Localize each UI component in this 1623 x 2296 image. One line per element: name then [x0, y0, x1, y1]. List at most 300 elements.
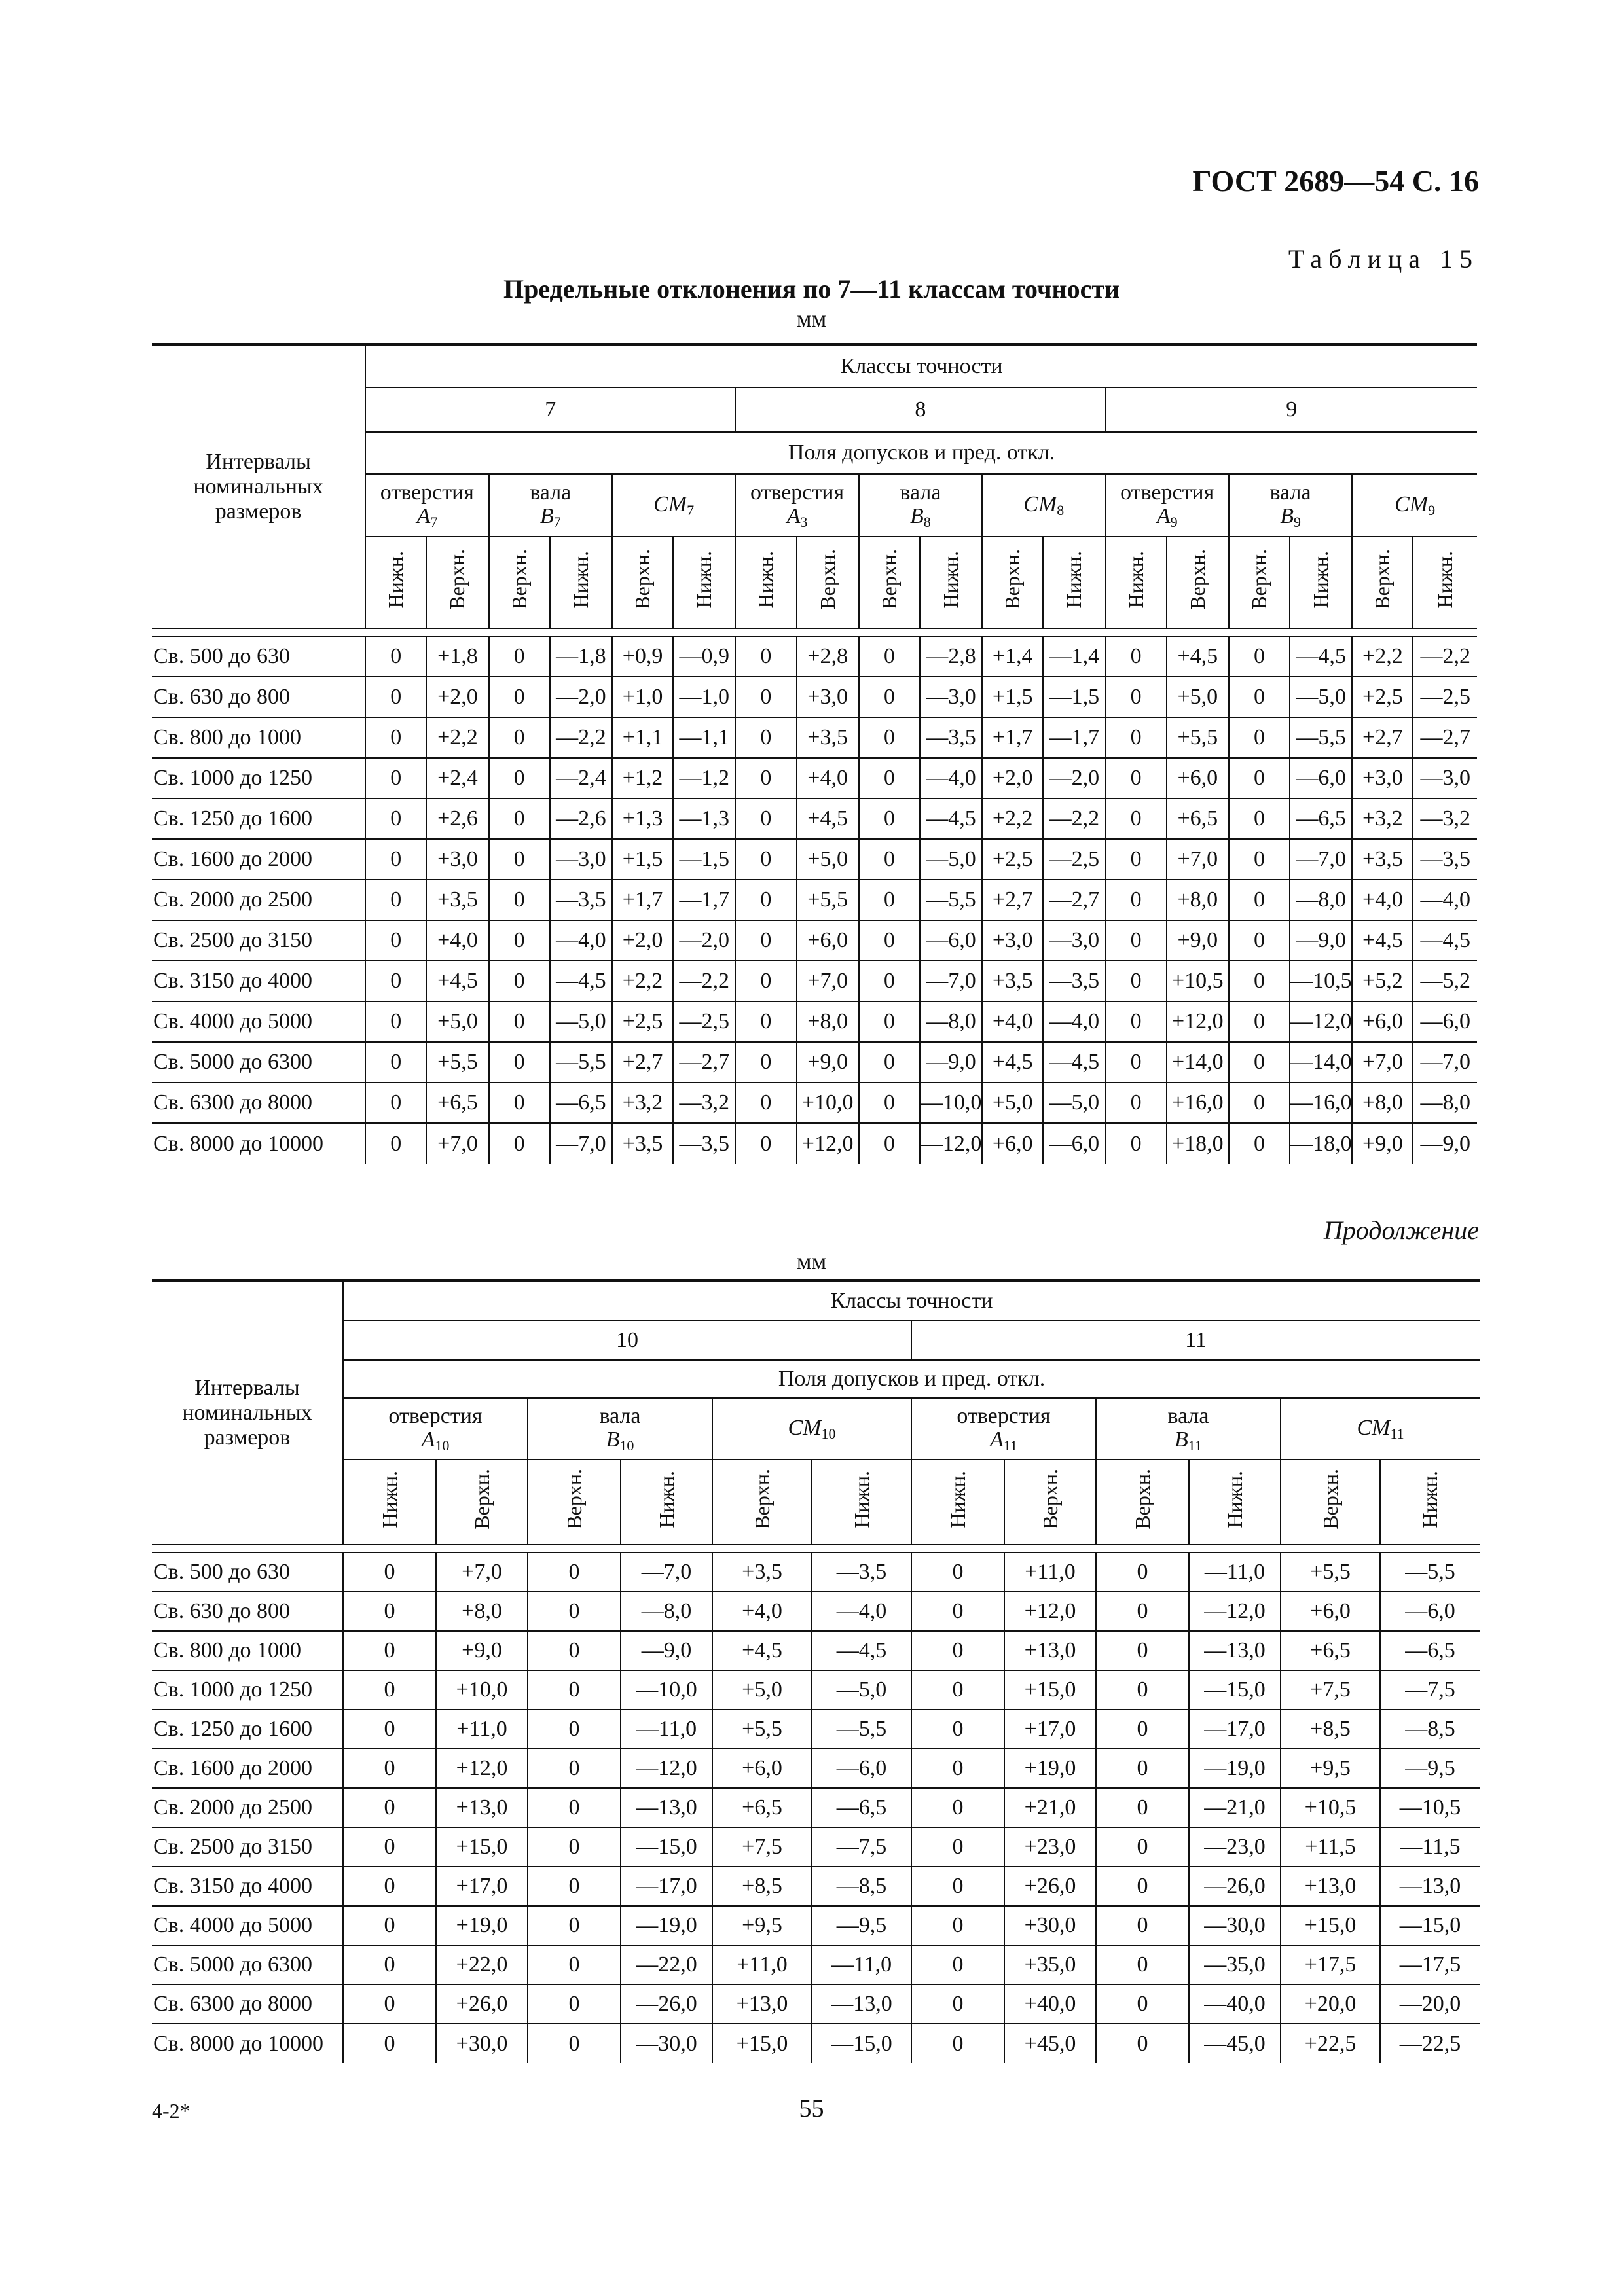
deviation-value: —6,5 — [1380, 1631, 1480, 1670]
deviation-value: 0 — [1096, 1670, 1189, 1710]
tolerance-table-classes-10-11 — [152, 1279, 1480, 2063]
field-label — [912, 1405, 1095, 1453]
deviation-value: 0 — [1229, 961, 1290, 1001]
deviation-value: +15,0 — [1004, 1670, 1096, 1710]
field-word: вала — [1167, 1404, 1209, 1429]
field-symbol — [736, 505, 858, 529]
deviation-header — [812, 1460, 911, 1545]
deviation-value: 0 — [1229, 920, 1290, 961]
deviation-value: —2,2 — [1043, 798, 1105, 839]
table-row — [152, 1749, 1480, 1788]
size-interval: Св. 3150 до 4000 — [152, 1867, 343, 1906]
field-label — [713, 1416, 911, 1441]
deviation-header — [673, 537, 735, 628]
deviation-value: —17,0 — [1189, 1710, 1281, 1749]
tolerance-field-header — [712, 1398, 911, 1460]
deviation-value: +3,5 — [797, 717, 859, 758]
field-label — [366, 481, 488, 529]
deviation-value: +2,0 — [982, 758, 1043, 798]
deviation-header — [1167, 537, 1229, 628]
deviation-value: —3,0 — [550, 839, 612, 880]
deviation-value: —4,0 — [1043, 1001, 1105, 1042]
deviation-value: +6,5 — [1281, 1631, 1380, 1670]
size-interval: Св. 1000 до 1250 — [152, 1670, 343, 1710]
tolerance-field-header — [859, 474, 982, 537]
deviation-value: —11,5 — [1380, 1827, 1480, 1867]
deviation-value: +6,0 — [982, 1123, 1043, 1164]
deviation-value: 0 — [528, 1827, 621, 1867]
deviation-value: +17,5 — [1281, 1945, 1380, 1984]
deviation-value: 0 — [343, 1749, 436, 1788]
deviation-label: Верхн. — [750, 1469, 774, 1530]
deviation-header — [550, 537, 612, 628]
deviation-header — [911, 1460, 1004, 1545]
deviation-value: —5,5 — [812, 1710, 911, 1749]
field-symbol — [366, 505, 488, 529]
field-word: вала — [599, 1404, 641, 1429]
deviation-value: 0 — [365, 798, 426, 839]
deviation-value: 0 — [528, 1867, 621, 1906]
deviation-value: +14,0 — [1167, 1042, 1229, 1083]
deviation-value: 0 — [911, 2024, 1004, 2063]
deviation-value: —17,0 — [621, 1867, 712, 1906]
deviation-value: —5,0 — [1290, 677, 1352, 717]
field-label — [528, 1405, 712, 1453]
deviation-value: +8,5 — [712, 1867, 812, 1906]
deviation-value: —2,0 — [673, 920, 735, 961]
deviation-value: +4,5 — [712, 1631, 812, 1670]
deviation-value: 0 — [1106, 636, 1167, 677]
size-interval: Св. 3150 до 4000 — [152, 961, 365, 1001]
tolerance-field-header — [528, 1398, 712, 1460]
field-letter: СМ — [788, 1415, 822, 1440]
deviation-value: 0 — [528, 1552, 621, 1592]
deviation-value: +4,0 — [426, 920, 488, 961]
deviation-value: +3,2 — [1352, 798, 1413, 839]
continuation-label: Продолжение — [1323, 1215, 1479, 1245]
deviation-label: Нижн. — [945, 1470, 970, 1528]
deviation-value: +23,0 — [1004, 1827, 1096, 1867]
table-row — [152, 1123, 1477, 1164]
deviation-value: +9,5 — [1281, 1749, 1380, 1788]
field-word: отверстия — [380, 480, 474, 505]
deviation-value: 0 — [911, 1552, 1004, 1592]
deviation-value: 0 — [489, 1042, 550, 1083]
deviation-value: —2,6 — [550, 798, 612, 839]
deviation-value: +10,5 — [1167, 961, 1229, 1001]
deviation-value: —7,0 — [550, 1123, 612, 1164]
deviation-value: 0 — [735, 677, 796, 717]
field-symbol — [912, 1428, 1095, 1453]
field-symbol — [528, 1428, 712, 1453]
table-label: Таблица 15 — [1288, 244, 1479, 274]
deviation-label: Верхн. — [1000, 549, 1025, 610]
deviation-value: 0 — [528, 1592, 621, 1631]
deviation-value: 0 — [735, 758, 796, 798]
deviation-value: +26,0 — [1004, 1867, 1096, 1906]
deviation-value: +1,2 — [612, 758, 673, 798]
deviation-value: —1,5 — [673, 839, 735, 880]
deviation-value: —3,2 — [1413, 798, 1477, 839]
deviation-value: 0 — [343, 1984, 436, 2024]
deviation-value: 0 — [735, 717, 796, 758]
deviation-value: —15,0 — [812, 2024, 911, 2063]
deviation-value: —8,0 — [1290, 880, 1352, 920]
deviation-value: —1,0 — [673, 677, 735, 717]
deviation-header — [735, 537, 796, 628]
deviation-value: 0 — [1106, 920, 1167, 961]
deviation-value: —15,0 — [1189, 1670, 1281, 1710]
field-symbol — [344, 1428, 527, 1453]
field-letter: СМ — [1395, 492, 1429, 516]
deviation-value: —3,5 — [550, 880, 612, 920]
deviation-value: —3,5 — [920, 717, 982, 758]
deviation-value: 0 — [859, 677, 920, 717]
deviation-value: —5,5 — [1380, 1552, 1480, 1592]
deviation-header — [1413, 537, 1477, 628]
deviation-value: 0 — [365, 920, 426, 961]
field-label — [1353, 493, 1477, 518]
deviation-value: —26,0 — [621, 1984, 712, 2024]
table-row — [152, 1001, 1477, 1042]
deviation-value: +13,0 — [436, 1788, 528, 1827]
deviation-value: +2,6 — [426, 798, 488, 839]
deviation-value: —15,0 — [1380, 1906, 1480, 1945]
deviation-value: —2,2 — [673, 961, 735, 1001]
deviation-value: 0 — [859, 798, 920, 839]
deviation-value: —4,5 — [1290, 636, 1352, 677]
deviation-value: +7,0 — [436, 1552, 528, 1592]
deviation-value: —10,5 — [1380, 1788, 1480, 1827]
field-label — [1230, 481, 1351, 529]
deviation-value: 0 — [343, 1788, 436, 1827]
deviation-value: +4,0 — [1352, 880, 1413, 920]
classes-header: Классы точности — [343, 1280, 1480, 1321]
field-word: отверстия — [957, 1404, 1051, 1429]
class-number: 10 — [343, 1321, 911, 1360]
deviation-value: +11,0 — [712, 1945, 812, 1984]
table-row — [152, 961, 1477, 1001]
deviation-value: —3,2 — [673, 1083, 735, 1123]
fields-header: Поля допусков и пред. откл. — [343, 1360, 1480, 1398]
deviation-value: —20,0 — [1380, 1984, 1480, 2024]
field-word: отверстия — [750, 480, 845, 505]
deviation-value: +3,5 — [612, 1123, 673, 1164]
field-symbol — [613, 493, 735, 518]
deviation-label: Нижн. — [654, 1470, 678, 1528]
field-label — [490, 481, 611, 529]
deviation-value: —2,5 — [673, 1001, 735, 1042]
deviation-value: —6,0 — [1380, 1592, 1480, 1631]
deviation-value: —2,5 — [1043, 839, 1105, 880]
field-subscript: 7 — [430, 513, 438, 530]
deviation-value: 0 — [911, 1984, 1004, 2024]
size-interval: Св. 2500 до 3150 — [152, 920, 365, 961]
deviation-value: +19,0 — [1004, 1749, 1096, 1788]
deviation-value: 0 — [1106, 1123, 1167, 1164]
tolerance-field-header — [735, 474, 858, 537]
size-interval: Св. 1250 до 1600 — [152, 798, 365, 839]
deviation-value: +10,0 — [797, 1083, 859, 1123]
deviation-value: —2,4 — [550, 758, 612, 798]
deviation-value: —0,9 — [673, 636, 735, 677]
deviation-value: +6,0 — [1352, 1001, 1413, 1042]
deviation-value: +9,0 — [1167, 920, 1229, 961]
size-interval: Св. 8000 до 10000 — [153, 2031, 324, 2056]
tolerance-table-classes-7-9 — [152, 343, 1477, 1164]
deviation-value: —7,0 — [920, 961, 982, 1001]
deviation-value: —2,5 — [1413, 677, 1477, 717]
deviation-value: 0 — [1229, 880, 1290, 920]
deviation-value: —2,7 — [673, 1042, 735, 1083]
deviation-value: 0 — [1229, 1083, 1290, 1123]
deviation-value: 0 — [1229, 677, 1290, 717]
deviation-value: 0 — [1106, 839, 1167, 880]
deviation-label: Верхн. — [877, 549, 901, 610]
deviation-label: Нижн. — [1062, 550, 1086, 609]
deviation-value: +2,2 — [612, 961, 673, 1001]
deviation-value: +6,5 — [426, 1083, 488, 1123]
deviation-value: +2,2 — [982, 798, 1043, 839]
deviation-value: +17,0 — [1004, 1710, 1096, 1749]
deviation-value: +4,5 — [1352, 920, 1413, 961]
page-number: 55 — [799, 2095, 824, 2123]
deviation-value: +11,0 — [436, 1710, 528, 1749]
deviation-value: 0 — [1096, 1827, 1189, 1867]
fields-header: Поля допусков и пред. откл. — [365, 432, 1477, 474]
deviation-value: 0 — [911, 1827, 1004, 1867]
deviation-value: —1,7 — [1043, 717, 1105, 758]
field-subscript: 11 — [1003, 1437, 1017, 1454]
deviation-value: 0 — [859, 920, 920, 961]
deviation-value: —7,5 — [812, 1827, 911, 1867]
deviation-value: —1,8 — [550, 636, 612, 677]
deviation-value: 0 — [735, 1083, 796, 1123]
deviation-value: +3,0 — [426, 839, 488, 880]
deviation-value: —8,0 — [920, 1001, 982, 1042]
field-label — [344, 1405, 527, 1453]
deviation-value: +5,0 — [426, 1001, 488, 1042]
table-row — [152, 1867, 1480, 1906]
deviation-label: Нижн. — [692, 550, 716, 609]
deviation-value: —6,0 — [1413, 1001, 1477, 1042]
deviation-header — [1290, 537, 1352, 628]
deviation-label: Нижн. — [1123, 550, 1148, 609]
deviation-value: +0,9 — [612, 636, 673, 677]
deviation-value: 0 — [343, 1710, 436, 1749]
deviation-value: +3,5 — [426, 880, 488, 920]
deviation-value: —1,5 — [1043, 677, 1105, 717]
deviation-value: —4,0 — [812, 1592, 911, 1631]
size-interval: Св. 4000 до 5000 — [152, 1001, 365, 1042]
deviation-value: 0 — [1229, 758, 1290, 798]
deviation-value: +10,0 — [436, 1670, 528, 1710]
deviation-value: +26,0 — [436, 1984, 528, 2024]
deviation-value: +3,5 — [1352, 839, 1413, 880]
deviation-value: +2,7 — [982, 880, 1043, 920]
field-label — [613, 493, 735, 518]
deviation-value: +17,0 — [436, 1867, 528, 1906]
deviation-value: 0 — [735, 636, 796, 677]
table-row — [152, 1984, 1480, 2024]
deviation-value: +1,7 — [612, 880, 673, 920]
deviation-value: —22,5 — [1380, 2024, 1480, 2063]
field-letter: СМ — [1357, 1415, 1391, 1440]
deviation-value: —4,5 — [550, 961, 612, 1001]
field-subscript: 11 — [1390, 1425, 1404, 1442]
tolerance-field-header — [343, 1398, 528, 1460]
deviation-value: —5,0 — [1043, 1083, 1105, 1123]
field-letter: B — [606, 1427, 620, 1452]
deviation-value: 0 — [365, 839, 426, 880]
deviation-value: —35,0 — [1189, 1945, 1281, 1984]
deviation-value: 0 — [911, 1670, 1004, 1710]
deviation-value: —18,0 — [1290, 1123, 1352, 1164]
deviation-value: +5,0 — [1167, 677, 1229, 717]
deviation-value: +8,0 — [1352, 1083, 1413, 1123]
deviation-value: 0 — [528, 1670, 621, 1710]
field-letter: A — [990, 1427, 1004, 1452]
deviation-value: +21,0 — [1004, 1788, 1096, 1827]
deviation-value: —1,4 — [1043, 636, 1105, 677]
field-subscript: 3 — [800, 513, 808, 530]
deviation-value: 0 — [1096, 1867, 1189, 1906]
deviation-value: 0 — [1229, 1123, 1290, 1164]
deviation-value: +2,4 — [426, 758, 488, 798]
table-row — [152, 717, 1477, 758]
table-row — [152, 1906, 1480, 1945]
deviation-value: 0 — [489, 758, 550, 798]
deviation-value: +9,5 — [712, 1906, 812, 1945]
field-symbol — [713, 1416, 911, 1441]
deviation-value: —3,5 — [1413, 839, 1477, 880]
deviation-value: +40,0 — [1004, 1984, 1096, 2024]
field-subscript: 7 — [687, 501, 695, 518]
table-row — [152, 2024, 1480, 2063]
deviation-value: 0 — [365, 1001, 426, 1042]
table-row — [152, 880, 1477, 920]
deviation-value: —9,0 — [1290, 920, 1352, 961]
deviation-value: 0 — [1096, 1906, 1189, 1945]
field-letter: B — [1280, 503, 1294, 528]
unit-label: мм — [796, 1248, 827, 1274]
table-row — [152, 677, 1477, 717]
deviation-header — [1229, 537, 1290, 628]
deviation-value: —3,0 — [1043, 920, 1105, 961]
deviation-value: 0 — [735, 798, 796, 839]
deviation-value: —13,0 — [812, 1984, 911, 2024]
deviation-value: 0 — [528, 1945, 621, 1984]
deviation-value: 0 — [489, 839, 550, 880]
deviation-header — [920, 537, 982, 628]
deviation-value: +20,0 — [1281, 1984, 1380, 2024]
size-interval: Св. 5000 до 6300 — [152, 1945, 343, 1984]
field-label — [1097, 1405, 1280, 1453]
deviation-value: 0 — [735, 1042, 796, 1083]
deviation-value: +4,5 — [982, 1042, 1043, 1083]
deviation-value: +3,5 — [982, 961, 1043, 1001]
size-interval: Св. 2500 до 3150 — [152, 1827, 343, 1867]
deviation-value: —21,0 — [1189, 1788, 1281, 1827]
deviation-value: +3,2 — [612, 1083, 673, 1123]
deviation-header — [1043, 537, 1105, 628]
deviation-header — [859, 537, 920, 628]
deviation-value: 0 — [528, 1906, 621, 1945]
size-interval: Св. 6300 до 8000 — [152, 1083, 365, 1123]
deviation-header — [1096, 1460, 1189, 1545]
field-symbol — [1281, 1416, 1480, 1441]
field-label — [1281, 1416, 1480, 1441]
deviation-header — [436, 1460, 528, 1545]
field-letter: A — [421, 1427, 435, 1452]
deviation-value: —11,0 — [812, 1945, 911, 1984]
deviation-value: +3,5 — [712, 1552, 812, 1592]
deviation-value: +6,0 — [712, 1749, 812, 1788]
deviation-value: 0 — [343, 1552, 436, 1592]
deviation-value: —9,0 — [920, 1042, 982, 1083]
deviation-value: —26,0 — [1189, 1867, 1281, 1906]
deviation-value: +2,0 — [612, 920, 673, 961]
deviation-header — [528, 1460, 621, 1545]
deviation-value: +22,0 — [436, 1945, 528, 1984]
deviation-value: +1,1 — [612, 717, 673, 758]
unit-label: мм — [796, 306, 827, 332]
deviation-value: +1,3 — [612, 798, 673, 839]
deviation-value: 0 — [735, 961, 796, 1001]
table-row — [152, 1592, 1480, 1631]
deviation-value: 0 — [1106, 961, 1167, 1001]
deviation-value: +12,0 — [1004, 1592, 1096, 1631]
deviation-label: Нижн. — [568, 550, 593, 609]
deviation-value: —19,0 — [621, 1906, 712, 1945]
deviation-value: +2,2 — [1352, 636, 1413, 677]
deviation-value: —1,2 — [673, 758, 735, 798]
field-subscript: 9 — [1293, 513, 1301, 530]
deviation-value: 0 — [1106, 1042, 1167, 1083]
deviation-label: Нижн. — [377, 1470, 401, 1528]
deviation-value: +4,0 — [982, 1001, 1043, 1042]
deviation-value: —5,0 — [550, 1001, 612, 1042]
size-interval: Св. 5000 до 6300 — [152, 1042, 365, 1083]
deviation-value: 0 — [1096, 1631, 1189, 1670]
size-interval: Св. 8000 до 10000 — [153, 1131, 324, 1156]
deviation-value: —6,0 — [1290, 758, 1352, 798]
table-row — [152, 1710, 1480, 1749]
deviation-label: Верхн. — [1130, 1469, 1154, 1530]
deviation-value: +2,7 — [612, 1042, 673, 1083]
deviation-value: +9,0 — [797, 1042, 859, 1083]
deviation-value: +6,0 — [797, 920, 859, 961]
table-row — [152, 1042, 1477, 1083]
deviation-value: 0 — [343, 1631, 436, 1670]
deviation-value: —30,0 — [1189, 1906, 1281, 1945]
deviation-value: +7,0 — [426, 1123, 488, 1164]
field-word: вала — [1269, 480, 1311, 505]
deviation-value: 0 — [1229, 1001, 1290, 1042]
deviation-value: +9,0 — [436, 1631, 528, 1670]
deviation-value: —6,0 — [920, 920, 982, 961]
deviation-label: Нижн. — [1418, 1470, 1442, 1528]
deviation-header — [712, 1460, 812, 1545]
table-row — [152, 758, 1477, 798]
deviation-value: —10,5 — [1290, 961, 1352, 1001]
size-interval: Св. 6300 до 8000 — [152, 1984, 343, 2024]
deviation-value: —4,0 — [920, 758, 982, 798]
field-subscript: 8 — [1057, 501, 1065, 518]
field-symbol — [860, 505, 981, 529]
deviation-value: —17,5 — [1380, 1945, 1480, 1984]
deviation-header — [1189, 1460, 1281, 1545]
